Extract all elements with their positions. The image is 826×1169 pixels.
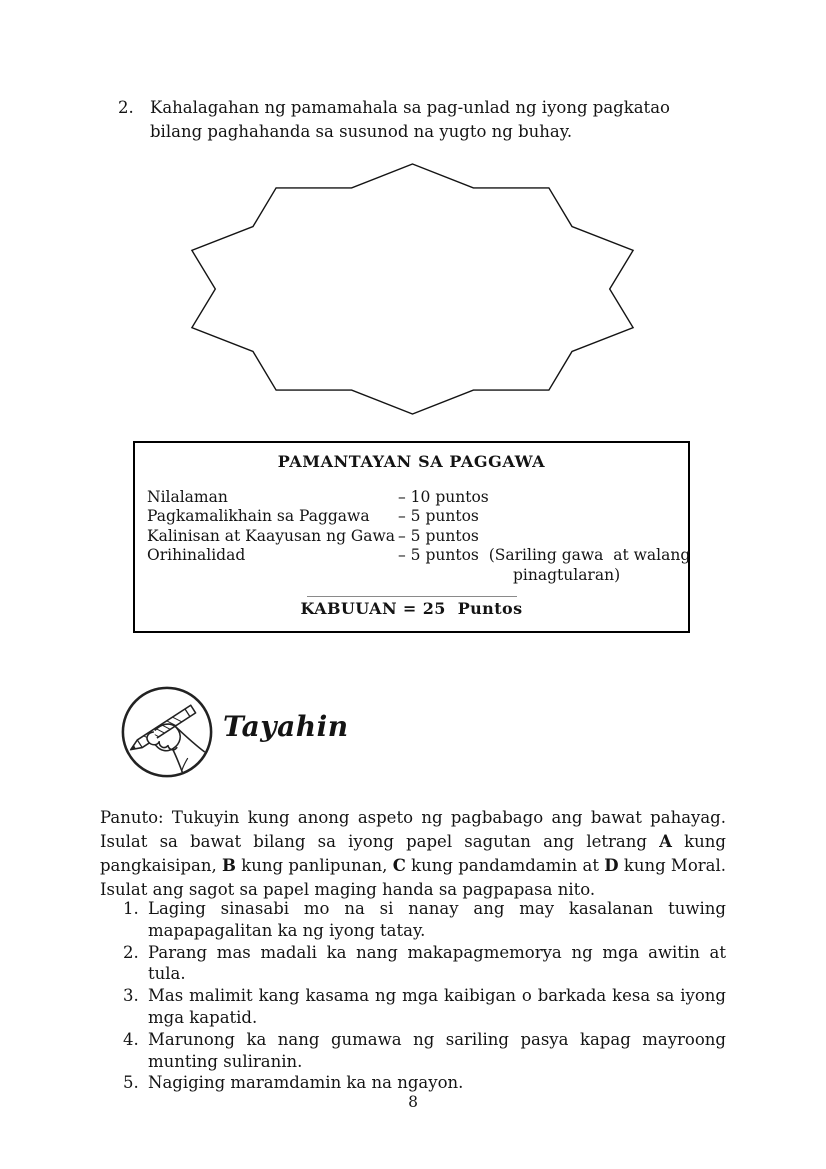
criteria-box <box>133 441 690 633</box>
quiz-item <box>100 898 726 942</box>
intro-item-text: Kahalagahan ng pamamahala sa pag-unlad ng iyong pagkatao bilang paghahanda sa susunod na yugto ng buhay. <box>150 98 670 142</box>
quiz-item-number: 5. <box>123 1073 139 1093</box>
criteria-total: KABUUAN = 25 Puntos <box>300 599 523 619</box>
criteria-value: – 10 puntos <box>398 488 489 506</box>
quiz-item-text: Laging sinasabi mo na si nanay ang may kasalanan tuwing mapapagalitan ka ng iyong tatay. <box>148 899 726 940</box>
quiz-item-number: 4. <box>123 1029 139 1049</box>
quiz-item <box>100 985 726 1029</box>
total-divider <box>307 596 517 597</box>
criteria-rows <box>147 488 691 585</box>
criteria-row <box>147 507 688 526</box>
quiz-item-text: Parang mas madali ka nang makapagmemorya ng mga awitin at tula. <box>148 942 726 984</box>
quiz-item-text: Nagiging maramdamin ka na ngayon. <box>148 1073 464 1093</box>
criteria-label: Nilalaman <box>147 488 228 506</box>
starburst-shape <box>190 161 635 417</box>
intro-item <box>100 96 726 145</box>
quiz-item-text: Mas malimit kang kasama ng mga kaibigan o barkada kesa sa iyong mga kapatid. <box>148 986 726 1027</box>
criteria-label: Kalinisan at Kaayusan ng Gawa <box>147 526 396 545</box>
criteria-value: – 5 puntos (Sariling gawa at walang pinagtularan) <box>398 546 691 584</box>
criteria-label: Pagkamalikhain sa Paggawa <box>147 507 370 526</box>
quiz-item <box>100 942 726 986</box>
criteria-value: – 5 puntos <box>398 507 479 526</box>
quiz-item-number: 2. <box>123 942 139 962</box>
choice-letter: C <box>392 855 406 875</box>
criteria-value: – 5 puntos <box>398 526 479 545</box>
instructions-text: Panuto: Tukuyin kung anong aspeto ng pagbabago ang bawat pahayag. Isulat sa bawat bilang sa iyong papel sagutan ang letrang A kung pangkaisipan, B kung panlipunan, C kung pandamdamin at D kung Moral. Isulat ang sagot sa papel maging handa sa pagpapasa nito. <box>100 807 726 900</box>
writing-hand-icon <box>118 684 216 780</box>
section-title: Tayahin <box>223 710 349 743</box>
criteria-label: Orihinalidad <box>147 546 246 565</box>
criteria-row <box>147 488 688 507</box>
criteria-row <box>147 546 691 585</box>
quiz-item-text: Marunong ka nang gumawa ng sariling pasya kapag mayroong munting suliranin. <box>148 1029 726 1071</box>
intro-item-number: 2. <box>118 98 134 117</box>
quiz-item <box>100 1029 726 1073</box>
criteria-box-title: PAMANTAYAN SA PAGGAWA <box>277 452 546 471</box>
criteria-row <box>147 527 688 546</box>
choice-letter: A <box>659 831 672 851</box>
page-number: 8 <box>408 1093 418 1111</box>
quiz-list <box>100 898 726 1094</box>
choice-letter: D <box>604 855 619 875</box>
choice-letter: B <box>222 855 236 875</box>
quiz-item-number: 1. <box>123 899 139 918</box>
quiz-item-number: 3. <box>123 986 139 1006</box>
quiz-item <box>100 1072 726 1094</box>
